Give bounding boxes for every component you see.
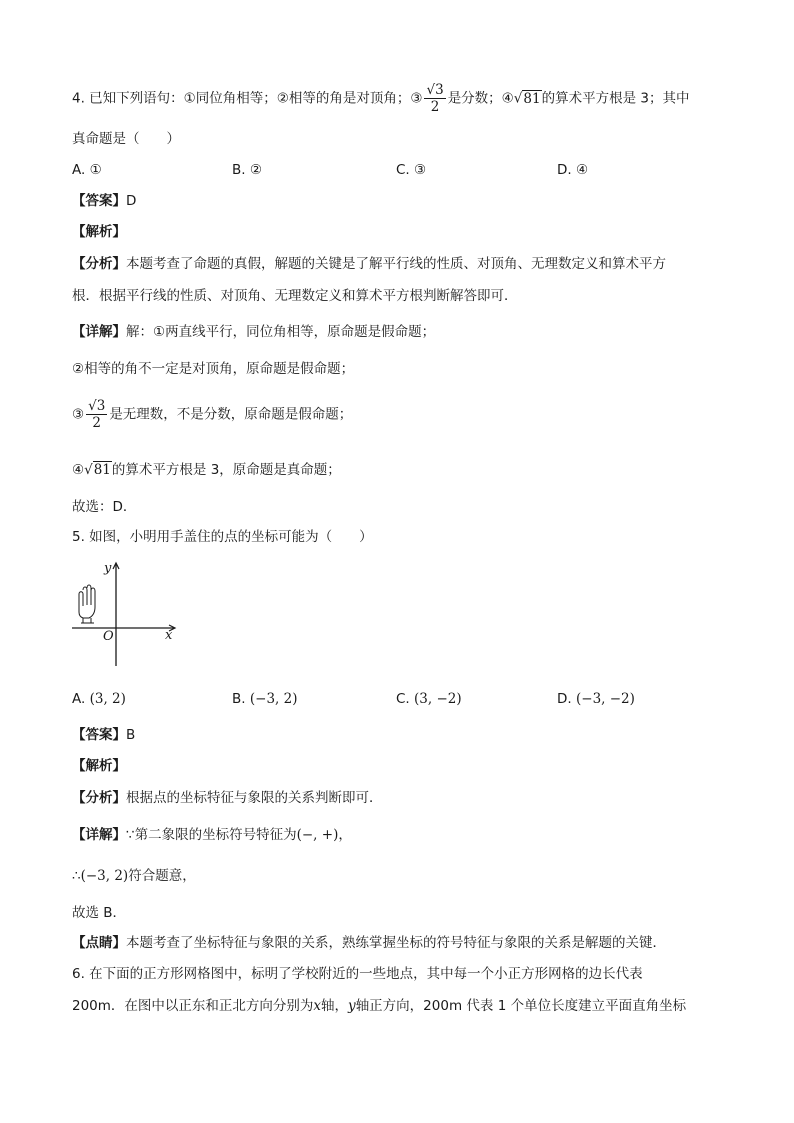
q5-dianjing <box>72 933 666 953</box>
q4-fenxi-line1 <box>72 254 666 274</box>
fenxi-text: 根据点的坐标特征与象限的关系判断即可． <box>126 790 383 806</box>
q6-line1: 6. 在下面的正方形网格图中，标明了学校附近的一些地点，其中每一个小正方形网格的边长代表 <box>72 966 643 982</box>
answer-label: 【答案】 <box>72 727 126 743</box>
dianjing-label: 【点睛】 <box>72 935 126 951</box>
q5-therefore <box>72 866 196 886</box>
fraction-numerator: √3 <box>426 82 444 98</box>
fraction-denominator-b: 2 <box>92 415 101 431</box>
fenxi-label: 【分析】 <box>72 256 126 272</box>
q6-line2-b: 轴， <box>321 998 349 1014</box>
fraction-numerator-b: √3 <box>88 398 106 414</box>
q6-y-var: y <box>348 998 356 1014</box>
line-3-text: 是无理数，不是分数，原命题是假命题； <box>109 406 353 423</box>
q4-analysis-label: 【解析】 <box>72 224 126 240</box>
q5-choose: 故选 B． <box>72 905 127 921</box>
option-letter: A. <box>72 691 86 707</box>
sqrt-radicand: 81 <box>523 90 541 107</box>
fraction-sqrt3-over-2 <box>424 82 445 115</box>
hand-icon <box>79 585 95 623</box>
q4-line-2: ②相等的角不一定是对顶角，原命题是假命题； <box>72 361 355 377</box>
xiangjie-text: 解：①两直线平行，同位角相等，原命题是假命题； <box>126 324 436 340</box>
q5-option-d <box>557 689 635 709</box>
option-letter: D. <box>557 691 572 707</box>
q4-line-3 <box>72 398 352 431</box>
xiangjie-end: ， <box>338 827 352 843</box>
option-value: (3, −2) <box>414 691 462 707</box>
q5-xiangjie <box>72 825 352 845</box>
x-axis-label: x <box>165 628 173 643</box>
option-value: (−3, 2) <box>249 691 298 707</box>
q5-option-a <box>72 689 126 709</box>
q4-stem-line2: 真命题是（ ） <box>72 131 180 147</box>
q6-line2 <box>72 996 686 1016</box>
q5-answer <box>72 725 135 745</box>
q6-x-var: x <box>313 998 322 1014</box>
sqrt-sign: √ <box>513 90 523 107</box>
q5-option-b <box>232 689 297 709</box>
q4-choose: 故选：D． <box>72 499 137 515</box>
coordinate-figure <box>70 560 180 670</box>
option-value: (−3, −2) <box>575 691 635 707</box>
option-letter: C. <box>396 691 410 707</box>
q4-stem-text-a: 4. 已知下列语句：①同位角相等；②相等的角是对顶角；③ <box>72 90 423 107</box>
q4-stem-line1 <box>72 82 689 115</box>
y-axis-label: y <box>104 561 112 576</box>
xiangjie-text: ∵第二象限的坐标符号特征为 <box>126 827 297 843</box>
xiangjie-label: 【详解】 <box>72 827 126 843</box>
q5-stem: 5. 如图，小明用手盖住的点的坐标可能为（ ） <box>72 529 373 545</box>
q4-answer <box>72 191 136 211</box>
therefore-text: 符合题意， <box>128 868 196 884</box>
q4-xiangjie-line1 <box>72 322 435 342</box>
q4-line-4 <box>72 460 341 480</box>
q5-analysis-label: 【解析】 <box>72 758 126 774</box>
q6-line2-c: 轴正方向，200m 代表 1 个单位长度建立平面直角坐标 <box>355 998 687 1014</box>
q4-stem-text-c: 的算术平方根是 3；其中 <box>541 90 690 107</box>
q4-option-d: D. ④ <box>557 162 589 178</box>
dianjing-text: 本题考查了坐标特征与象限的关系，熟练掌握坐标的符号特征与象限的关系是解题的关键． <box>126 935 666 951</box>
q4-stem-text-b: 是分数；④ <box>447 90 514 107</box>
origin-label: O <box>103 629 114 644</box>
therefore-point: ∴(−3, 2) <box>72 868 129 884</box>
sign-pattern: (−, +) <box>296 827 339 843</box>
circle-4: ④ <box>72 462 85 478</box>
q6-line2-a: 200m．在图中以正东和正北方向分别为 <box>72 998 314 1014</box>
fraction-denominator: 2 <box>430 99 440 115</box>
option-letter: B. <box>232 691 246 707</box>
sqrt-sign-b: √ <box>84 462 93 478</box>
q4-option-c: C. ③ <box>396 162 427 178</box>
circle-3: ③ <box>72 406 85 423</box>
fenxi-text: 本题考查了命题的真假，解题的关键是了解平行线的性质、对顶角、无理数定义和算术平方 <box>126 256 666 272</box>
q4-fenxi-line2: 根．根据平行线的性质、对顶角、无理数定义和算术平方根判断解答即可． <box>72 288 518 304</box>
option-value: (3, 2) <box>89 691 126 707</box>
answer-label: 【答案】 <box>72 193 126 209</box>
q5-option-c <box>396 689 462 709</box>
sqrt-81-b <box>84 461 112 478</box>
q4-option-b: B. ② <box>232 162 262 178</box>
sqrt-81 <box>514 90 542 107</box>
fenxi-label: 【分析】 <box>72 790 126 806</box>
answer-value: D <box>126 193 137 209</box>
answer-value: B <box>126 727 136 743</box>
sqrt-radicand-b: 81 <box>93 462 111 478</box>
q4-option-a: A. ① <box>72 162 102 178</box>
line-4-text: 的算术平方根是 3，原命题是真命题； <box>111 462 341 478</box>
fraction-sqrt3-over-2-b <box>86 398 107 431</box>
q5-fenxi <box>72 788 383 808</box>
xiangjie-label: 【详解】 <box>72 324 126 340</box>
